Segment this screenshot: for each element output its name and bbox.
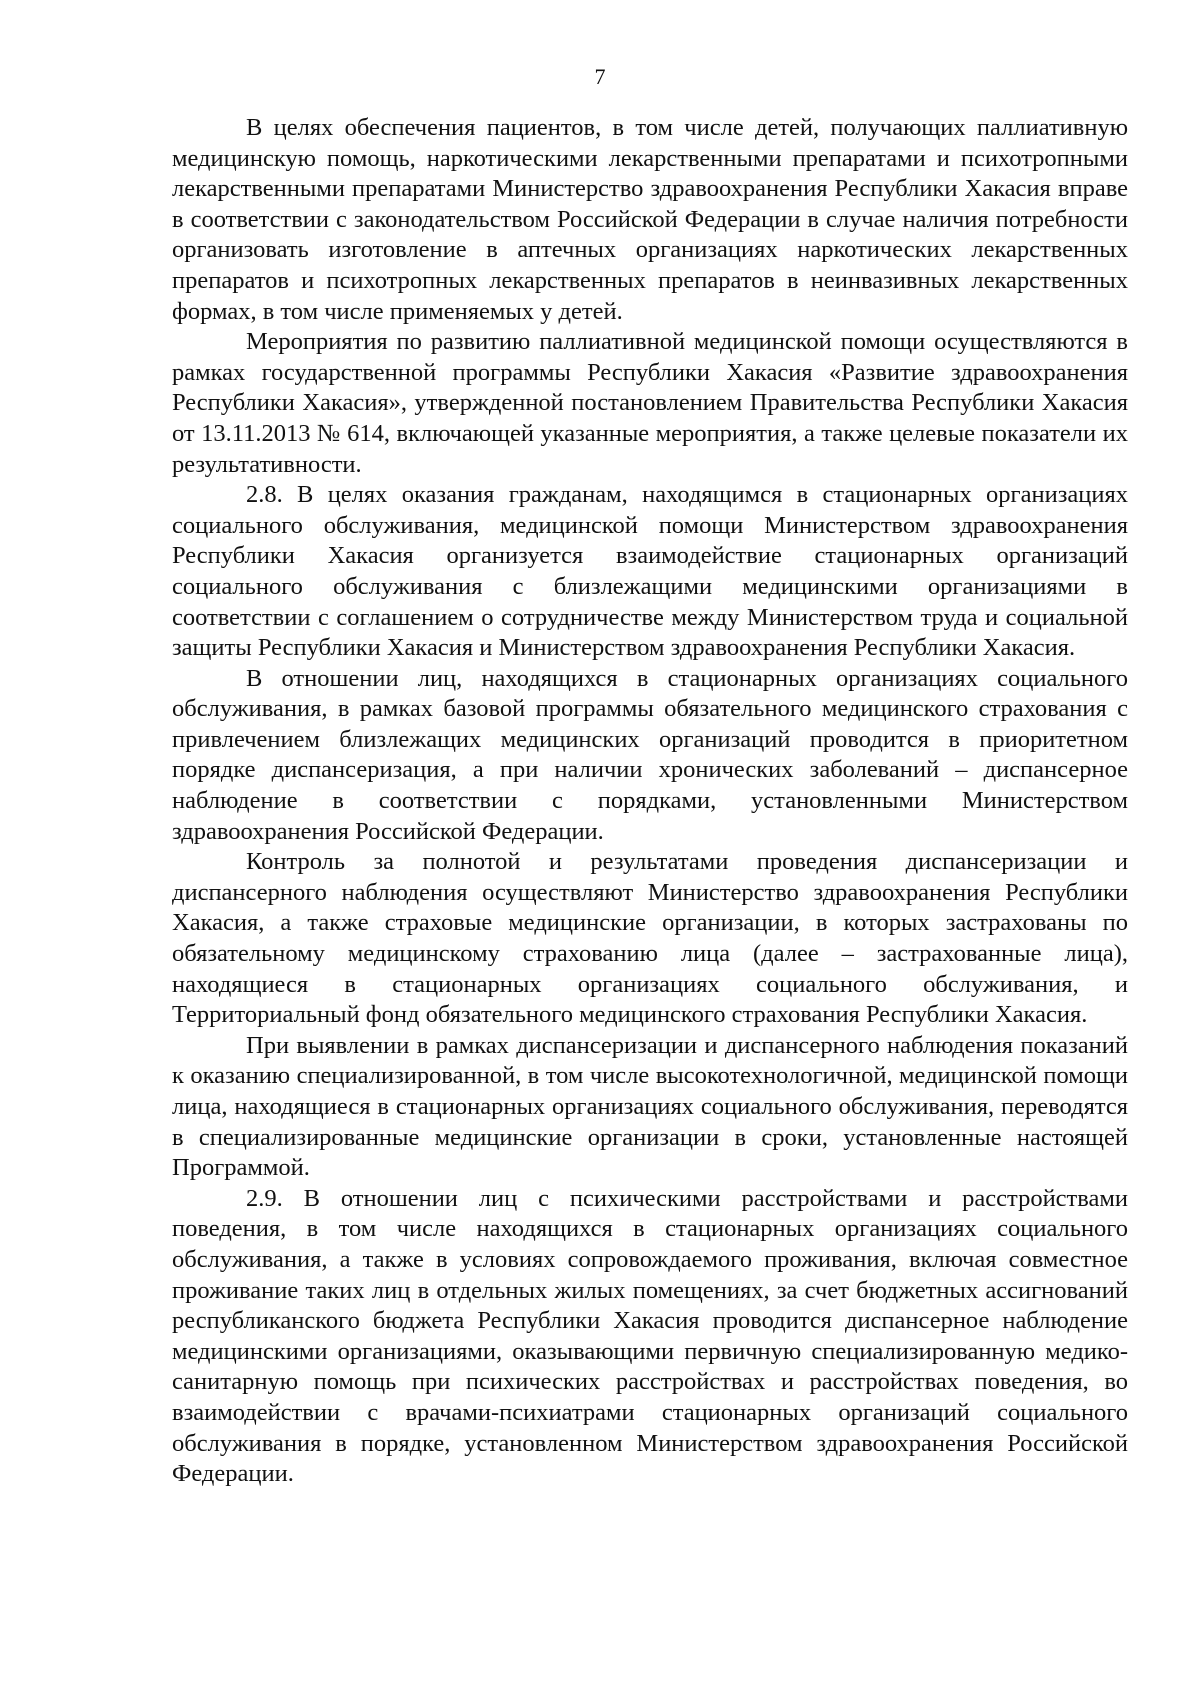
paragraph-specialized-care: При выявлении в рамках диспансеризации и диспансерного наблюдения показаний к оказанию специализированной, в том числе высокотехнологичной, медицинской помощи лица, находящиеся в стационарных организациях социального обслуживания, переводятся в специализированные медицинские организации в сроки, установленные настоящей Программой. — [172, 1031, 1128, 1182]
paragraph-palliative-program: Мероприятия по развитию паллиативной медицинской помощи осуществляются в рамках государственной программы Республики Хакасия «Развитие здравоохранения Республики Хакасия», утвержденной постановлением Правительства Республики Хакасия от 13.11.2013 № 614, включающей указанные мероприятия, а также целевые показатели их результативности. — [172, 328, 1128, 478]
page-number: 7 — [594, 64, 606, 89]
paragraph-palliative-drugs: В целях обеспечения пациентов, в том числе детей, получающих паллиативную медицинскую помощь, наркотическими лекарственными препаратами и психотропными лекарственными препаратами Министерство здравоохранения Республики Хакасия вправе в соответствии с законодательством Российской Федерации в случае наличия потребности организовать изготовление в аптечных организациях наркотических лекарственных препаратов и психотропных лекарственных препаратов в неинвазивных лекарственных формах, в том числе применяемых у детей. — [172, 114, 1128, 325]
paragraph-section-2-8: 2.8. В целях оказания гражданам, находящимся в стационарных организациях социального обслуживания, медицинской помощи Министерством здравоохранения Республики Хакасия организуется взаимодействие стационарных организаций социального обслуживания с близлежащими медицинскими организациями в соответствии с соглашением о сотрудничестве между Министерством труда и социальной защиты Республики Хакасия и Министерством здравоохранения Республики Хакасия. — [172, 481, 1128, 662]
paragraph-section-2-9: 2.9. В отношении лиц с психическими расстройствами и расстройствами поведения, в том числе находящихся в стационарных организациях социального обслуживания, а также в условиях сопровождаемого проживания, включая совместное проживание таких лиц в отдельных жилых помещениях, за счет бюджетных ассигнований республиканского бюджета Республики Хакасия проводится диспансерное наблюдение медицинскими организациями, оказывающими первичную специализированную медико-санитарную помощь при психических расстройствах и расстройствах поведения, во взаимодействии с врачами-психиатрами стационарных организаций социального обслуживания в порядке, установленном Министерством здравоохранения Российской Федерации. — [172, 1184, 1128, 1488]
document-body — [172, 113, 1128, 1490]
paragraph-dispensary-examination: В отношении лиц, находящихся в стационарных организациях социального обслуживания, в рамках базовой программы обязательного медицинского страхования с привлечением близлежащих медицинских организаций проводится в приоритетном порядке диспансеризация, а при наличии хронических заболеваний – диспансерное наблюдение в соответствии с порядками, установленными Министерством здравоохранения Российской Федерации. — [172, 664, 1128, 845]
paragraph-control: Контроль за полнотой и результатами проведения диспансеризации и диспансерного наблюдения осуществляют Министерство здравоохранения Республики Хакасия, а также страховые медицинские организации, в которых застрахованы по обязательному медицинскому страхованию лица (далее – застрахованные лица), находящиеся в стационарных организациях социального обслуживания, и Территориальный фонд обязательного медицинского страхования Республики Хакасия. — [172, 848, 1128, 1029]
